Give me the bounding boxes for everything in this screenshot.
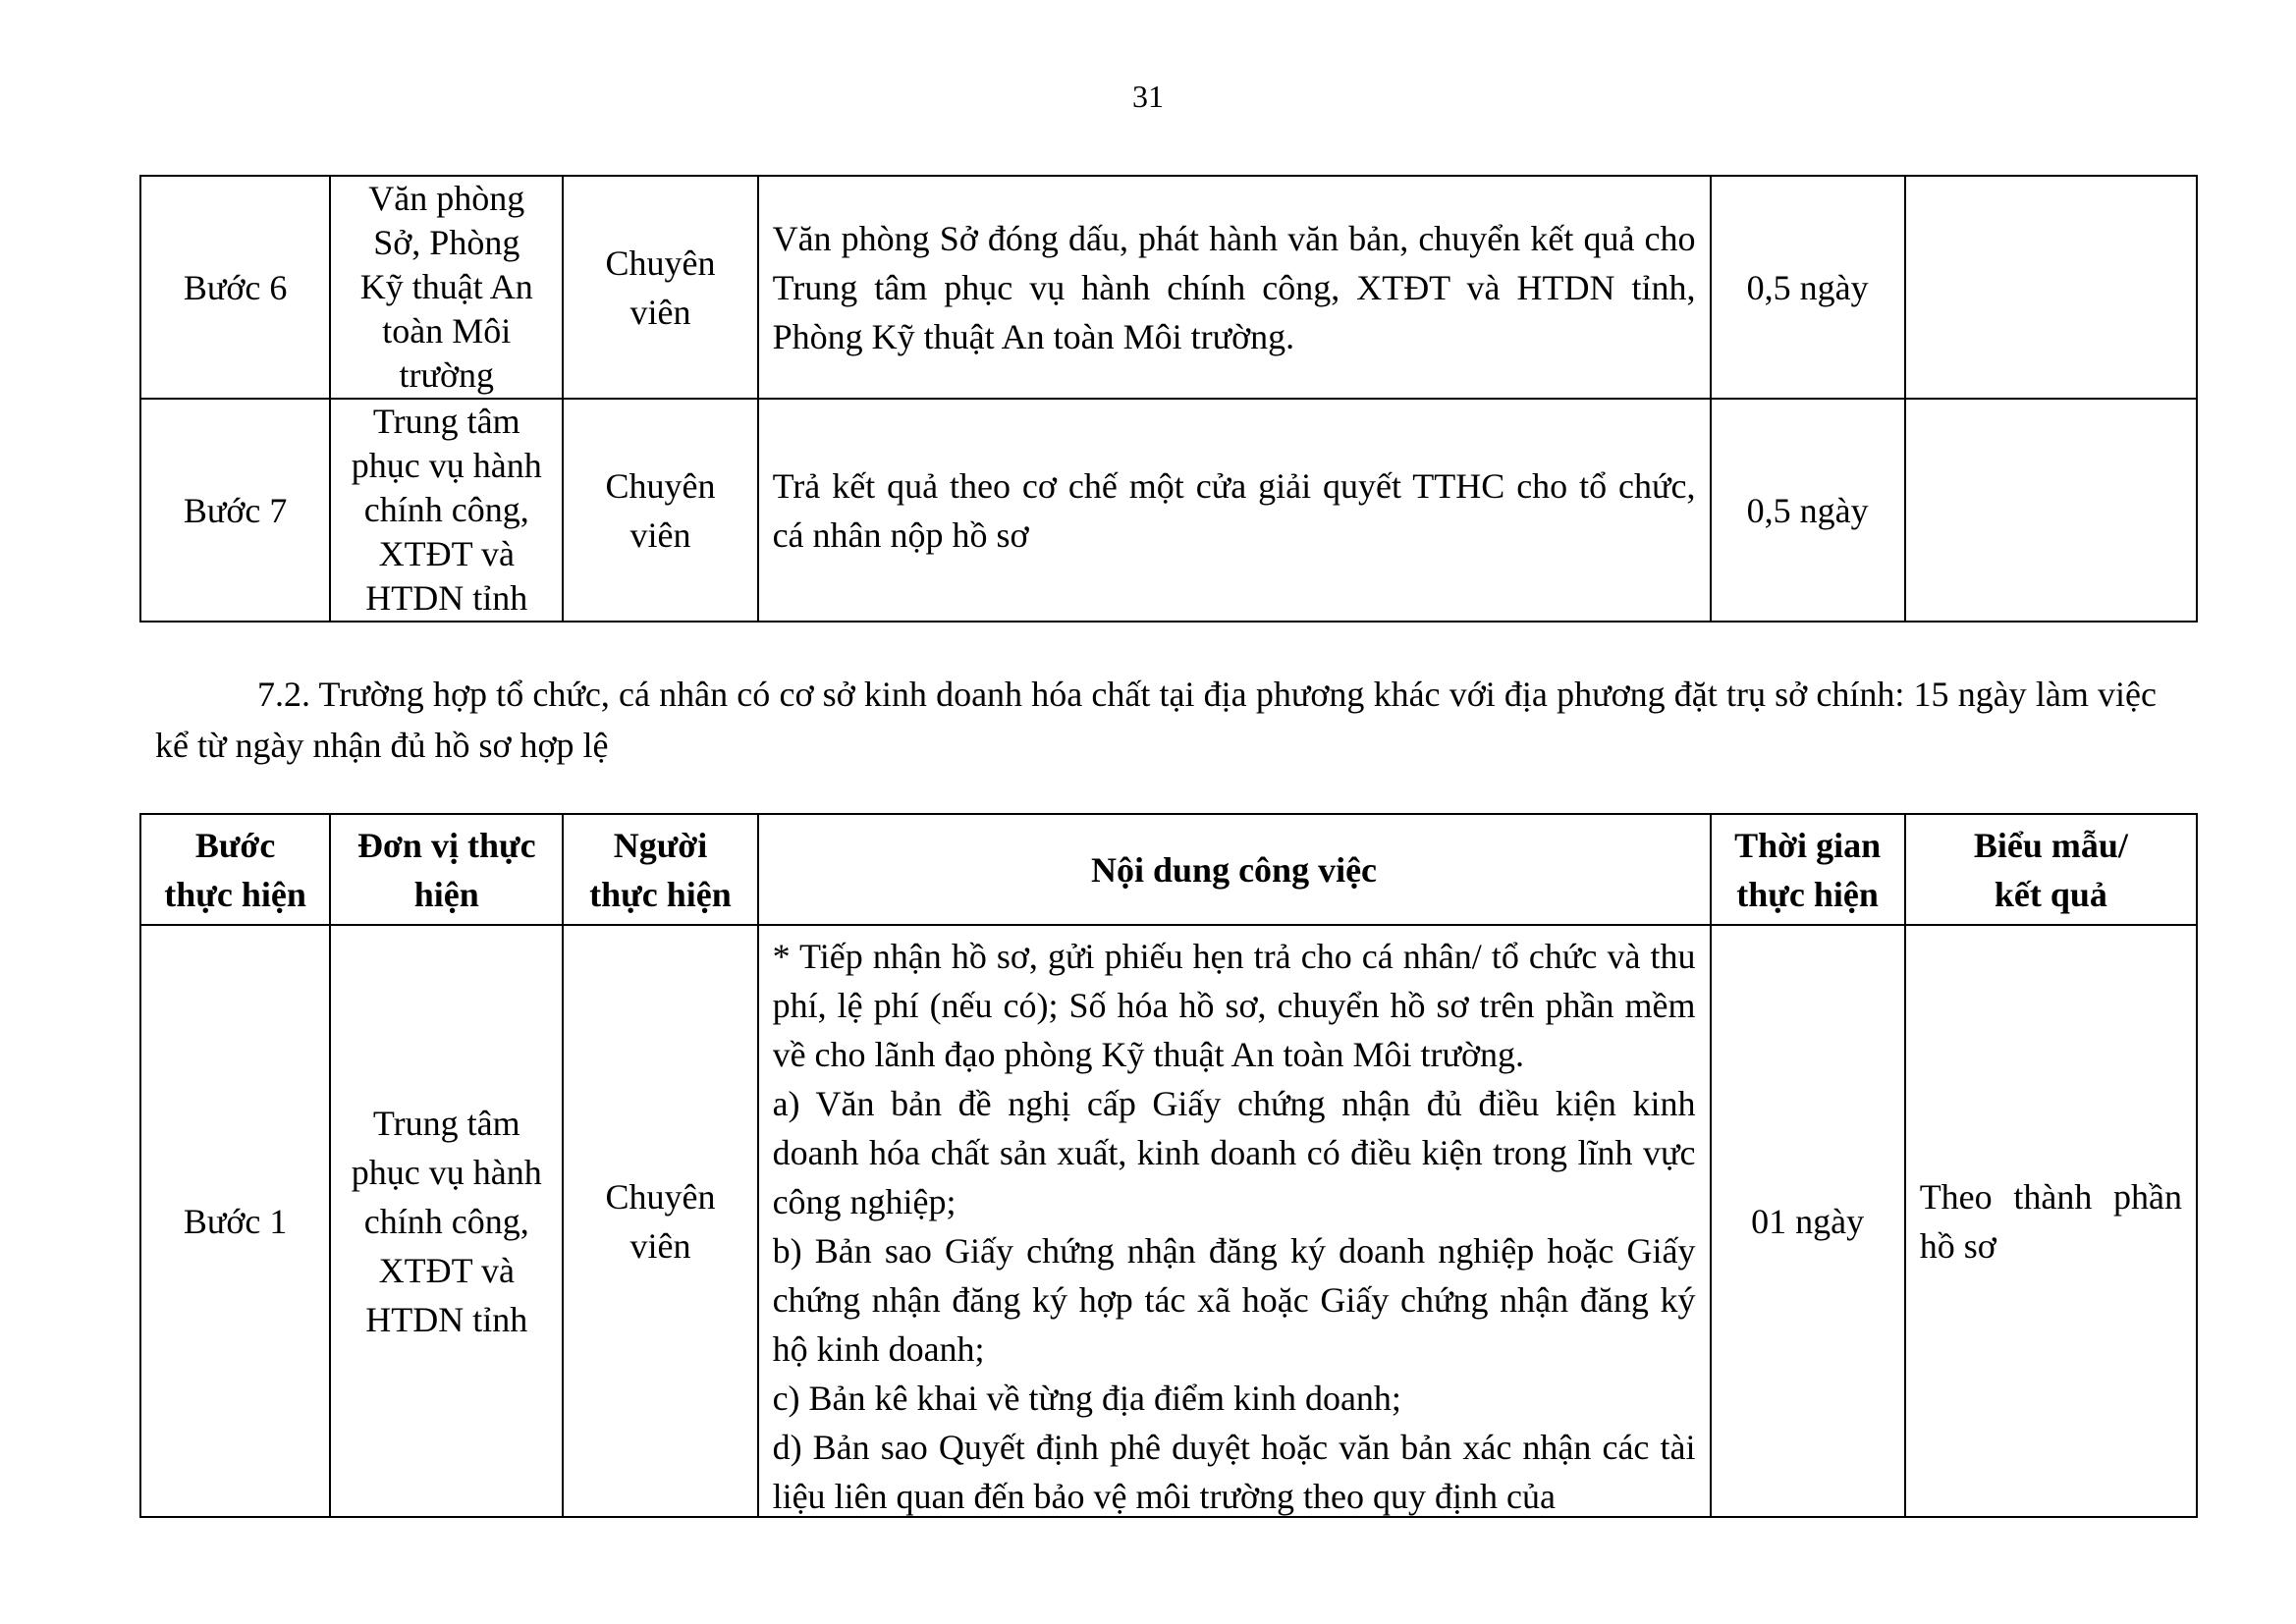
table-header-row (140, 814, 2197, 925)
form-cell (1905, 176, 2197, 399)
table-row (140, 925, 2197, 1517)
section-paragraph: 7.2. Trường hợp tổ chức, cá nhân có cơ sở kinh doanh hóa chất tại địa phương khác với địa phương đặt trụ sở chính: 15 ngày làm việc kể từ ngày nhận đủ hồ sơ hợp lệ (155, 675, 2157, 765)
header-unit: Đơn vị thực hiện (330, 814, 563, 925)
step-cell: Bước 6 (140, 176, 330, 399)
time-cell: 0,5 ngày (1711, 399, 1905, 622)
person-cell: Chuyên viên (563, 925, 757, 1517)
person-cell: Chuyên viên (563, 176, 757, 399)
time-cell: 0,5 ngày (1711, 176, 1905, 399)
unit-cell: Văn phòng Sở, Phòng Kỹ thuật An toàn Môi trường (330, 176, 563, 399)
unit-cell: Trung tâm phục vụ hành chính công, XTĐT và HTDN tỉnh (330, 925, 563, 1517)
content-paragraph: * Tiếp nhận hồ sơ, gửi phiếu hẹn trả cho cá nhân/ tổ chức và thu phí, lệ phí (nếu có); Số hóa hồ sơ, chuyển hồ sơ trên phần mềm về cho lãnh đạo phòng Kỹ thuật An toàn Môi trường. (772, 937, 1696, 1074)
content-paragraph: d) Bản sao Quyết định phê duyệt hoặc văn bản xác nhận các tài liệu liên quan đến bảo vệ môi trường theo quy định của (772, 1428, 1696, 1516)
form-cell: Theo thành phần hồ sơ (1905, 925, 2197, 1517)
content-cell: Trả kết quả theo cơ chế một cửa giải quyết TTHC cho tổ chức, cá nhân nộp hồ sơ (758, 399, 1711, 622)
header-person: Người thực hiện (563, 814, 757, 925)
person-cell: Chuyên viên (563, 399, 757, 622)
form-cell (1905, 399, 2197, 622)
header-form: Biểu mẫu/ kết quả (1905, 814, 2197, 925)
table-row (140, 176, 2197, 399)
procedure-table (139, 813, 2198, 1518)
content-paragraph: a) Văn bản đề nghị cấp Giấy chứng nhận đủ điều kiện kinh doanh hóa chất sản xuất, kinh doanh có điều kiện trong lĩnh vực công nghiệp; (772, 1084, 1696, 1221)
content-cell (758, 925, 1711, 1517)
content-cell: Văn phòng Sở đóng dấu, phát hành văn bản, chuyển kết quả cho Trung tâm phục vụ hành chính công, XTĐT và HTDN tỉnh, Phòng Kỹ thuật An toàn Môi trường. (758, 176, 1711, 399)
procedure-table-continued (139, 175, 2198, 623)
header-step: Bước thực hiện (140, 814, 330, 925)
time-cell: 01 ngày (1711, 925, 1905, 1517)
step-cell: Bước 7 (140, 399, 330, 622)
table-row (140, 399, 2197, 622)
page-number: 31 (1132, 79, 1164, 114)
unit-cell: Trung tâm phục vụ hành chính công, XTĐT và HTDN tỉnh (330, 399, 563, 622)
header-content: Nội dung công việc (758, 814, 1711, 925)
step-cell: Bước 1 (140, 925, 330, 1517)
content-paragraph: c) Bản kê khai về từng địa điểm kinh doanh; (772, 1379, 1401, 1418)
header-time: Thời gian thực hiện (1711, 814, 1905, 925)
content-paragraph: b) Bản sao Giấy chứng nhận đăng ký doanh nghiệp hoặc Giấy chứng nhận đăng ký hợp tác xã hoặc Giấy chứng nhận đăng ký hộ kinh doanh; (772, 1231, 1696, 1369)
